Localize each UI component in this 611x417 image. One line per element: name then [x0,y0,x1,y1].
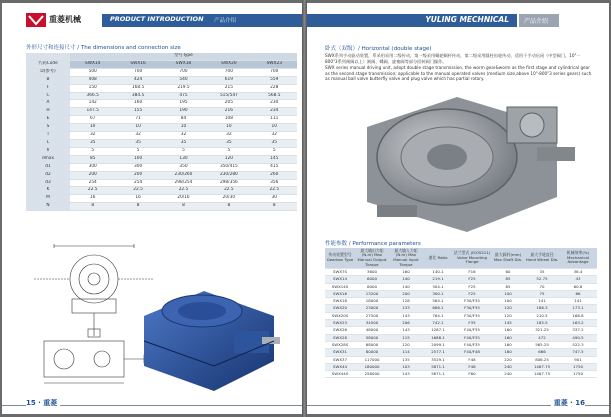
table-cell: 10 [115,124,160,132]
table-cell: SWX20 [325,305,355,312]
table-cell: 32 [70,132,115,140]
table-row [325,305,597,312]
header-band [307,14,517,27]
table-cell: 114 [389,349,423,356]
row-label: L [26,139,70,147]
table-cell: 35 [161,139,206,147]
table-cell: 5 [161,147,206,155]
table-cell: 8000 [355,283,389,290]
table-cell: 100 [491,298,525,305]
table-cell: 32 [252,132,297,140]
table-cell: 540 [161,76,206,84]
table-cell: 133 [389,305,423,312]
table-cell: 8 [206,203,251,211]
table-row [26,139,297,147]
section-title: 外形尺寸和连接尺寸 / The dimensions and connection size [26,45,181,51]
table-cell: 490.5 [559,334,597,341]
table-row [325,320,597,327]
table-cell: 130 [161,155,206,163]
table-cell: 228 [252,84,297,92]
table-cell: 1750 [559,371,597,378]
table-cell: 337.2 [559,327,597,334]
table-cell: 366.5 [70,92,115,100]
table-cell: SWX16 [325,290,355,297]
row-label: T [26,132,70,140]
row-label: d1 [26,163,70,171]
table-cell: 120 [491,312,525,319]
intro-cn: SWX系列手动驱动装置，系采用采用二级传动，第一级采用蜗轮蜗杆传动，第二级采用圆柱齿轮传动，适用于手动启闭（中型阀门，10"－800"3系列闸阀以上）闸阀、蝶阀、旋塞阀等部分回转阀门操作。 [325,53,581,64]
table-cell: 321.25 [525,327,559,334]
table-cell: 135 [389,356,423,363]
table-cell: SWX26 [325,327,355,334]
table-cell: 200 [115,171,160,179]
table-cell: SWX44 [325,363,355,370]
row-label: E [26,116,70,124]
table-cell: 2099.1 [423,341,453,348]
table-cell: 1287.1 [423,327,453,334]
table-cell: 300 [115,163,160,171]
row-label: F [26,84,70,92]
table-cell: 1467.75 [525,371,559,378]
table-cell: 190 [161,108,206,116]
table-row [26,147,297,155]
table-cell: F40/F35 [453,341,491,348]
table-cell: 160 [115,100,160,108]
row-label: dmax [26,155,70,163]
column-header: SWX23 [252,60,297,68]
column-header: 传动装置型号 Gearbox Type [325,248,355,269]
brand-logo [26,13,46,27]
table-cell: 219.1 [423,276,453,283]
table-cell: 258000 [355,371,389,378]
table-cell: F16 [453,269,491,276]
table-cell: 60 [491,269,525,276]
page-number: 15 · 重菱 [26,398,60,408]
intro-en: SWX series manual driving unit, adopt double stage transmission, the worm gear&worm as the first stage and cylindrical gear as the second stage transmission; applicable to the manual operated valves (medium size,above 10"-800"3 series gears) such as manual ball valve butterfly valve and plug valve which has partial rotary. [325,65,592,82]
header-title-cn: 产品介绍 [214,18,237,24]
table-cell: 304.1 [423,283,453,290]
table-cell: 206 [389,320,423,327]
table-cell: 686.1 [423,305,453,312]
table-cell: 2577.1 [423,349,453,356]
table-cell: 475 [161,92,206,100]
table-cell: 5871.1 [423,363,453,370]
table-cell: 67 [70,116,115,124]
table-cell: 742.1 [423,320,453,327]
table-cell: 117000 [355,356,389,363]
table-cell: 43 [559,276,597,283]
table-cell: 48000 [355,327,389,334]
table-cell: 142 [70,100,115,108]
table-cell: 8 [115,203,160,211]
table-cell: 34500 [355,320,389,327]
row-label: D(参考) [26,68,70,76]
table-cell: 16 [115,195,160,203]
table-cell: 300.1 [423,290,453,297]
table-row [26,163,297,171]
table-cell: 155 [115,108,160,116]
table-cell: 68000 [355,341,389,348]
table-row [26,116,297,124]
table-cell: 85 [491,276,525,283]
table-cell: 1750 [559,363,597,370]
table-row [26,203,297,211]
table-row [26,187,297,195]
table-row [26,108,297,116]
performance-table [325,248,597,378]
table-cell: 60.8 [559,283,597,290]
column-header: 最大输入力矩(N.m) Max Manual Input Torque [389,248,423,269]
table-cell: 111 [252,116,297,124]
table-cell: 168.5 [115,84,160,92]
page-number: 重菱 · 16 [551,398,585,408]
table-cell: 200 [70,171,115,179]
table-row [26,155,297,163]
table-cell: 568.5 [252,92,297,100]
column-header: 机械效率(%) Mechanical Advantage [559,248,597,269]
column-header: 速比 Ratio [423,248,453,269]
table-row [26,68,297,76]
table-cell: 160 [491,327,525,334]
table-cell: 18000 [355,298,389,305]
row-label: A [26,100,70,108]
table-cell: 3600 [355,269,389,276]
table-cell: 565.25 [525,341,559,348]
table-cell: 85 [70,155,115,163]
table-cell: 85 [491,283,525,290]
gearbox-render [124,271,284,401]
column-header: SWX20 [206,60,251,68]
table-cell: 298/254 [161,179,206,187]
table-row [26,100,297,108]
table-cell: 260 [252,171,297,179]
table-row [26,124,297,132]
table-cell: 1688.1 [423,334,453,341]
table-cell: 141 [525,298,559,305]
table-cell: 100 [491,290,525,297]
table-cell: 140 [389,276,423,283]
row-label: H [26,108,70,116]
table-cell: 240 [491,363,525,370]
table-cell: 472 [525,334,559,341]
table-cell: 52.75 [525,276,559,283]
header-badge-label: 产品介绍 [524,18,549,25]
table-cell: SWX7S [325,269,355,276]
table-cell: 5 [206,147,251,155]
table-cell: 32 [161,132,206,140]
table-cell: 22.5 [115,187,160,195]
table-cell: 75 [525,290,559,297]
table-cell: 10 [252,124,297,132]
table-cell: 20/30 [206,195,251,203]
column-header: 最大阀杆(mm) Max Shaft Dia. [491,248,525,269]
table-cell: 8 [252,203,297,211]
row-label: K [26,187,70,195]
table-cell: 70 [525,283,559,290]
table-cell: 36.4 [559,269,597,276]
table-cell: 160 [491,341,525,348]
table-cell: 230 [252,100,297,108]
table-cell: 234 [252,108,297,116]
table-cell: 8 [161,203,206,211]
table-row [325,341,597,348]
row-label: C [26,92,70,100]
table-cell: 408 [70,76,115,84]
table-cell: 13200 [355,290,389,297]
table-cell: F60 [453,371,491,378]
table-cell: 173.1 [559,305,597,312]
table-cell: 143 [389,312,423,319]
table-cell: F35 [453,320,491,327]
table-cell: 35 [525,269,559,276]
table-cell: 80000 [355,349,389,356]
table-cell: SWX37 [325,356,355,363]
row-label: h [26,147,70,155]
table-cell: F25 [453,283,491,290]
table-cell: 120 [206,155,251,163]
table-row [26,84,297,92]
table-cell: 619 [206,76,251,84]
table-cell: SWX28S [325,341,355,348]
table-cell: 27500 [355,312,389,319]
table-cell: 230/280 [206,171,251,179]
table-cell: 210.5 [525,312,559,319]
table-cell: F48 [453,356,491,363]
table-cell: 32 [115,132,160,140]
table-cell: 100 [115,155,160,163]
row-label: M [26,195,70,203]
table-cell: 230/260 [161,171,206,179]
table-cell: 10 [206,124,251,132]
dimension-table [26,53,297,211]
table-cell: SWX14 [325,276,355,283]
table-cell: 8 [70,203,115,211]
table-cell: 141 [559,298,597,305]
header-band [102,14,304,27]
table-row [325,269,597,276]
table-cell: 145 [252,155,297,163]
table-cell: SWX31 [325,349,355,356]
table-cell: 200 [389,290,423,297]
table-cell: 160 [389,269,423,276]
table-cell: SWX14S [325,283,355,290]
table-row [325,371,597,378]
table-cell: 300 [70,163,115,171]
table-cell: F48 [453,363,491,370]
table-cell: 700 [252,68,297,76]
table-cell: 22.5 [70,187,115,195]
table-cell: 30 [252,195,297,203]
table-cell: 424 [115,76,160,84]
table-cell: 350 [161,163,206,171]
table-cell: 5 [70,147,115,155]
table-row [26,179,297,187]
section-title: 卧式（双级）/ Horizontal (double stage) [325,46,432,52]
table-cell: F25 [453,276,491,283]
table-row [26,92,297,100]
table-cell: 5871.1 [423,371,453,378]
table-row [26,195,297,203]
table-row [325,334,597,341]
table-cell: 700 [206,68,251,76]
table-cell: SWX23 [325,320,355,327]
row-label: d3 [26,179,70,187]
table-cell: 150 [70,84,115,92]
table-row [26,171,297,179]
header-badge [519,14,559,27]
table-cell: 143 [389,327,423,334]
table-cell: 806.25 [525,356,559,363]
table-cell: 215 [206,84,251,92]
brand-name: 重菱机械 [49,15,81,24]
table-cell: 147.5 [70,108,115,116]
table-cell: 143 [389,371,423,378]
table-cell: 145 [491,320,525,327]
table-cell: 22.5 [206,187,251,195]
column-header: SWX18 [161,60,206,68]
model-label: 型号Type [70,53,297,60]
row-label: d2 [26,171,70,179]
table-cell: 22.5 [252,187,297,195]
table-cell: F40/F35 [453,334,491,341]
table-row [325,290,597,297]
table-cell: 666 [525,349,559,356]
table-cell: 5 [252,147,297,155]
table-cell: 180000 [355,363,389,370]
perf-title: 性能参数 / Performance parameters [325,241,421,247]
table-cell: 58000 [355,334,389,341]
table-cell: 10 [70,124,115,132]
table-cell: 115 [389,334,423,341]
table-cell: 108 [206,116,251,124]
table-cell: 522.3 [559,341,597,348]
table-cell: F30/F35 [453,298,491,305]
table-cell: 16 [70,195,115,203]
header-title: YULING MECHNICAL [425,15,509,24]
table-cell: 515/547 [206,92,251,100]
table-cell: 1467.75 [525,363,559,370]
table-cell: F25 [453,290,491,297]
table-cell: 700 [115,68,160,76]
table-cell: 195 [161,100,206,108]
table-cell: 219.5 [161,84,206,92]
table-row [325,356,597,363]
table-cell: 23000 [355,305,389,312]
table-cell: 901 [559,356,597,363]
column-header: 最大手轮直径 Hand Wheel Dia. [525,248,559,269]
column-header: 最大输出力矩(N.m) Max Manual Output Torque [355,248,389,269]
table-cell: 84 [161,116,206,124]
table-cell: F40/F48 [453,349,491,356]
table-cell: 166.8 [559,312,597,319]
table-cell: F30/F35 [453,312,491,319]
table-cell: 35 [206,139,251,147]
table-cell: 35 [115,139,160,147]
table-cell: SWX44S [325,371,355,378]
table-cell: 3529.1 [423,356,453,363]
table-row [325,276,597,283]
table-cell: 160 [491,349,525,356]
table-row [26,132,297,140]
table-corner [26,53,70,60]
table-cell: 186.3 [525,305,559,312]
table-cell: 20/16 [161,195,206,203]
table-cell: 6000 [355,276,389,283]
table-cell: 254 [70,179,115,187]
table-row [325,298,597,305]
table-cell: 700 [161,68,206,76]
row-label: B [26,76,70,84]
column-header: SWX14 [70,60,115,68]
table-cell: 384.5 [115,92,160,100]
table-cell: 559 [252,76,297,84]
table-cell: 415 [252,163,297,171]
table-cell: 160 [491,334,525,341]
table-row [325,312,597,319]
right-page [307,3,609,414]
table-cell: 216 [206,108,251,116]
table-cell: 5 [115,147,160,155]
column-header: SWX16 [115,60,160,68]
table-cell: 163.2 [559,320,597,327]
row-label: N [26,203,70,211]
table-cell: 66 [559,290,597,297]
gearbox-photo [337,87,579,237]
table-cell: 254 [115,179,160,187]
table-cell: SWX18 [325,298,355,305]
table-cell: 350/415 [206,163,251,171]
table-cell: 120 [491,305,525,312]
table-row [26,76,297,84]
table-cell: 103 [389,363,423,370]
left-page [2,3,304,414]
table-row [325,327,597,334]
table-cell: 500 [70,68,115,76]
table-cell: 22.5 [161,187,206,195]
table-cell: 32 [206,132,251,140]
table-cell: 220 [491,356,525,363]
table-cell: 764.1 [423,312,453,319]
header-title: PRODUCT INTRODUCTION [110,15,204,23]
table-cell: SWX28 [325,334,355,341]
table-row [325,283,597,290]
table-cell: 298/356 [206,179,251,187]
row-label: S [26,124,70,132]
table-cell: 747.5 [559,349,597,356]
table-cell: 35 [70,139,115,147]
table-cell: 128 [389,298,423,305]
column-header: 法兰型式 (ISO5211) Valve Mounting Flange [453,248,491,269]
table-cell: 356 [252,179,297,187]
table-cell: 205 [206,100,251,108]
table-row [325,349,597,356]
table-cell: F30/F35 [453,305,491,312]
table-cell: 35 [252,139,297,147]
table-cell: 10 [161,124,206,132]
table-cell: 120 [389,341,423,348]
table-cell: 140.1 [423,269,453,276]
table-cell: 564.1 [423,298,453,305]
table-cell: F40/F35 [453,327,491,334]
table-cell: 240 [491,371,525,378]
table-cell: 185.5 [525,320,559,327]
table-cell: 140 [389,283,423,290]
table-row [325,363,597,370]
code-label: 代码Code [26,60,70,68]
table-cell: 71 [115,116,160,124]
table-cell: SWX20S [325,312,355,319]
